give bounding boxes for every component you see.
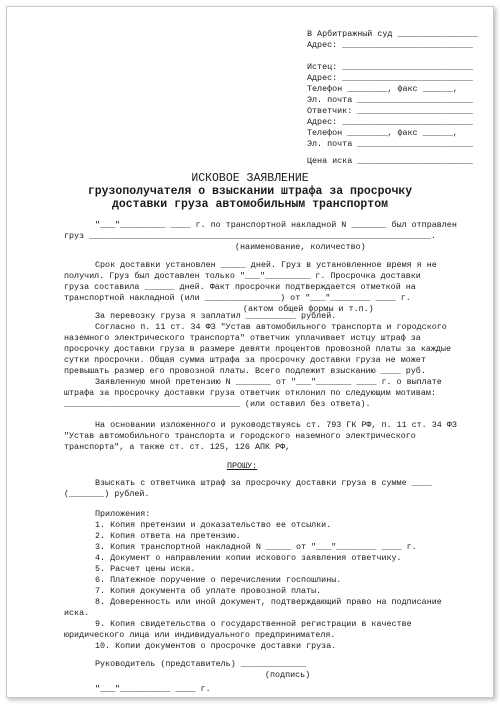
body-line-5: получил. Груз был доставлен только "___"_________ г. Просрочка доставки	[64, 271, 421, 281]
body-line-13: сутки просрочки. Общая сумма штрафа за просрочку доставки груза не может	[64, 355, 426, 365]
plaintiff-phone: Телефон ________, факс ______,	[307, 84, 458, 94]
claim-price: Цена иска _______________________	[307, 156, 473, 166]
attachment-item: 3. Копия транспортной накладной N _____ от "___"________ ____ г.	[95, 542, 417, 552]
body-line-15: Заявленную мной претензию N _______ от "___"_______ ____ г. о выплате	[95, 377, 442, 387]
document-subtitle-1: грузополучателя о взыскании штрафа за просрочку	[87, 185, 413, 198]
plaintiff-line: Истец: __________________________	[307, 62, 473, 72]
body-line-20: транспорта", а также ст. ст. 125, 126 АПК РФ,	[64, 442, 291, 452]
body-line-16: штрафа за просрочку доставки груза ответчик отклонил по следующим мотивам:	[64, 388, 436, 398]
body-line-6: груза составила ______ дней. Факт просрочки подтверждается отметкой на	[64, 282, 416, 292]
body-line-7: транспортной накладной (или _______________) от "___"________ ____ г.	[64, 293, 411, 303]
attachment-item: 4. Документ о направлении копии искового заявления ответчику.	[95, 553, 402, 563]
attachment-item: 7. Копия документа об уплате провозной платы.	[95, 586, 322, 596]
defendant-phone: Телефон ________, факс ______,	[307, 128, 458, 138]
attachment-item: 8. Доверенность или иной документ, подтверждающий право на подписание	[95, 597, 442, 607]
attachment-item-continuation: иска.	[64, 608, 90, 618]
body-line-1: "___"_________ ____ г. по транспортной накладной N _______ был отправлен	[95, 220, 457, 230]
attachment-item: 5. Расчет цены иска.	[95, 564, 196, 574]
body-line-9: За перевозку груза я заплатил __________ рублей.	[95, 311, 337, 321]
attachment-item: 6. Платежное поручение о перечислении госпошлины.	[95, 575, 342, 585]
request-heading: ПРОШУ:	[227, 461, 258, 471]
body-line-14: превышать размер его провозной платы. Всего подлежит взысканию ____ руб.	[64, 366, 426, 376]
body-line-4: Срок доставки установлен _____ дней. Груз в установленное время я не	[95, 260, 437, 270]
plaintiff-email: Эл. почта _______________________	[307, 95, 473, 105]
body-line-17: ___________________________________ (или оставил без ответа).	[64, 399, 371, 409]
defendant-address: Адрес: __________________________	[307, 117, 473, 127]
defendant-email: Эл. почта _______________________	[307, 139, 473, 149]
request-line-1: Взыскать с ответчика штраф за просрочку доставки груза в сумме ____	[95, 478, 432, 488]
defendant-line: Ответчик: _______________________	[307, 106, 473, 116]
body-line-12: просрочку доставки груза в размере девяти процентов провозной платы за каждые	[64, 344, 451, 354]
body-line-2: груз ____________________________________________________________________.	[64, 231, 436, 241]
document-subtitle-2: доставки груза автомобильным транспортом	[111, 198, 389, 211]
signature-date: "___"__________ ____ г.	[95, 684, 211, 694]
attachment-item-continuation: юридического лица или индивидуального предпринимателя.	[64, 630, 336, 640]
court-line: В Арбитражный суд ________________	[307, 29, 478, 39]
attachment-item: 2. Копия ответа на претензию.	[95, 531, 241, 541]
body-caption-act: (актом общей формы и т.п.)	[243, 304, 374, 314]
attachments-heading: Приложения:	[95, 509, 151, 519]
plaintiff-address: Адрес: __________________________	[307, 73, 473, 83]
body-caption-cargo: (наименование, количество)	[235, 242, 366, 252]
signature-line: Руководитель (представитель) _____________	[95, 659, 307, 669]
signature-caption: (подпись)	[265, 670, 311, 680]
document-title: ИСКОВОЕ ЗАЯВЛЕНИЕ	[191, 172, 309, 185]
body-line-19: "Устав автомобильного транспорта и городского наземного электрического	[64, 431, 416, 441]
attachment-item: 10. Копии документов о просрочке доставки груза.	[95, 641, 337, 651]
body-line-10: Согласно п. 11 ст. 34 ФЗ "Устав автомобильного транспорта и городского	[95, 322, 447, 332]
attachment-item: 1. Копия претензии и доказательство ее отсылки.	[95, 520, 332, 530]
document-page	[6, 6, 494, 698]
request-line-2: (_______) рублей.	[64, 489, 150, 499]
attachment-item: 9. Копия свидетельства о государственной регистрации в качестве	[95, 619, 412, 629]
body-line-11: наземного электрического транспорта" ответчик уплачивает истцу штраф за	[64, 333, 421, 343]
court-address: Адрес: __________________________	[307, 40, 473, 50]
body-line-18: На основании изложенного и руководствуясь ст. 793 ГК РФ, п. 11 ст. 34 ФЗ	[95, 420, 457, 430]
